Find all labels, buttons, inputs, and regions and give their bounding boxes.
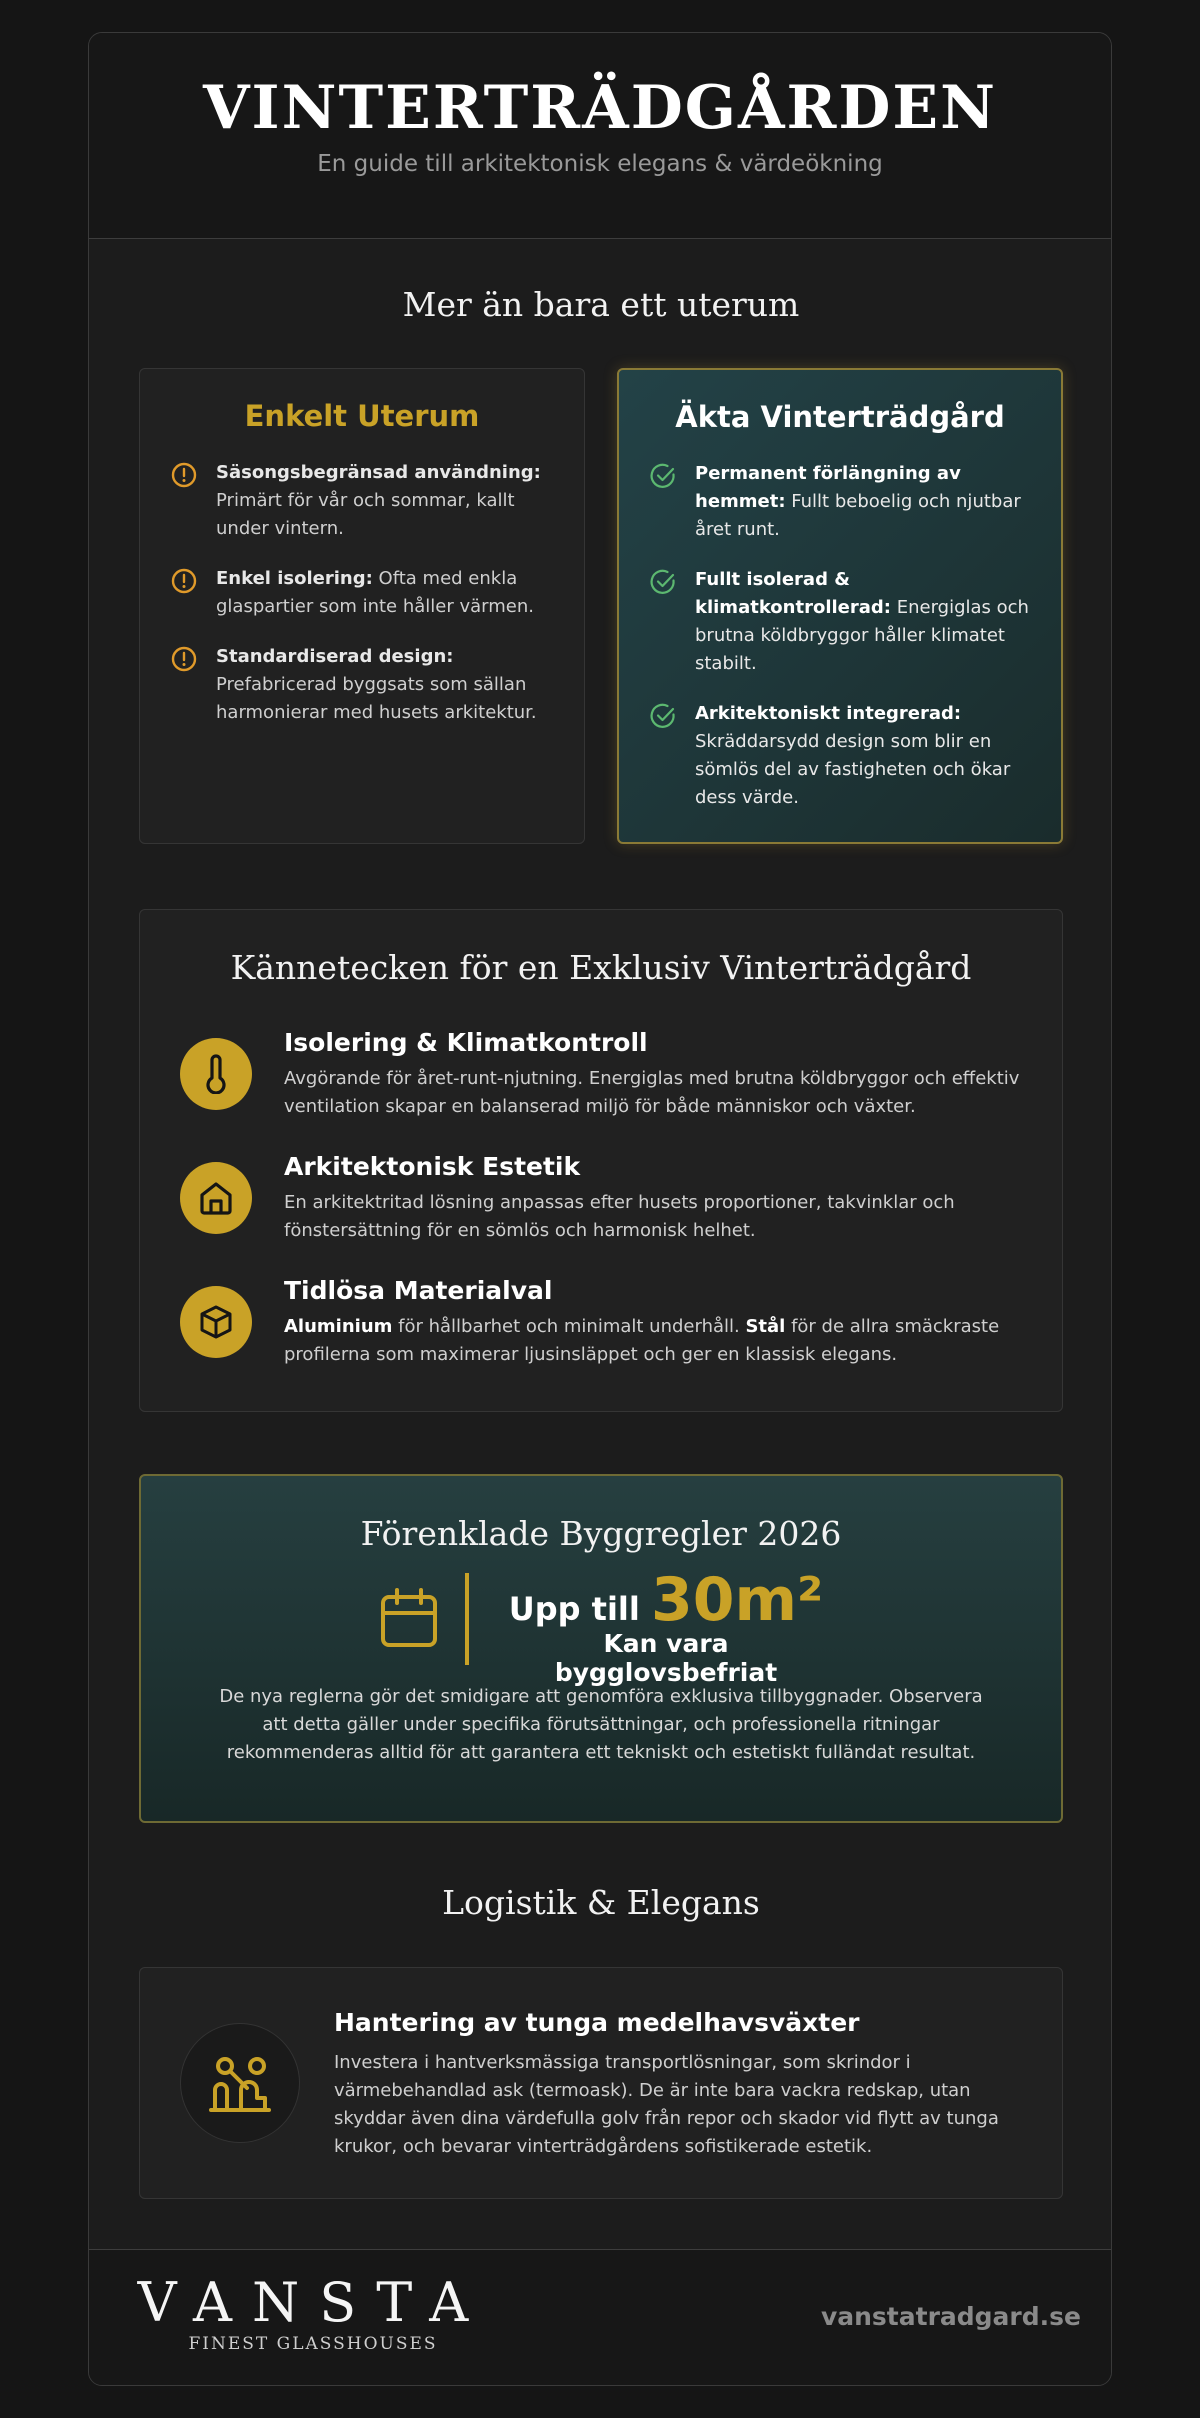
true-item <box>649 700 1031 812</box>
features-section-title: Kännetecken för en Exklusiv Vinterträdgård <box>230 948 972 987</box>
alert-circle-icon <box>170 461 198 489</box>
simple-item-label: Standardiserad design: <box>216 646 454 667</box>
comparison-section-title: Mer än bara ett uterum <box>402 285 800 324</box>
feature-title: Isolering & Klimatkontroll <box>284 1028 648 1057</box>
alert-circle-icon <box>170 645 198 673</box>
simple-item-text: Primärt för vår och sommar, kallt under vintern. <box>216 490 515 539</box>
material-aluminium-text: för hållbarhet och minimalt underhåll. <box>392 1316 746 1337</box>
features-section <box>139 909 1063 1412</box>
simple-sunroom-box <box>139 368 585 844</box>
alert-circle-icon <box>170 567 198 595</box>
simple-item <box>170 459 554 543</box>
feature-title: Tidlösa Materialval <box>284 1276 553 1305</box>
true-item-label: Fullt isolerad & klimatkontrollerad: <box>695 569 891 618</box>
logistics-text: Investera i hantverksmässiga transportlösningar, som skrindor i värmebehandlad ask (termoask). De är inte bara vackra redskap, utan skyddar även dina värdefulla golv från repor och skador vid flytt av tunga krukor, och bevarar vinterträdgårdens sofistikerade estetik. <box>334 2052 999 2157</box>
page-title: VINTERTRÄDGÅRDEN <box>202 73 997 143</box>
rules-highlight <box>491 1565 841 1687</box>
rules-divider <box>465 1573 469 1665</box>
simple-item-text: Ofta med enkla glaspartier som inte håller värmen. <box>216 568 534 617</box>
true-item-label: Permanent förlängning av hemmet: <box>695 463 961 512</box>
check-circle-icon <box>649 568 677 596</box>
header <box>89 33 1111 239</box>
home-icon <box>180 1162 252 1234</box>
feature-text <box>284 1313 1024 1369</box>
page-subtitle: En guide till arkitektonisk elegans & värdeökning <box>317 151 883 177</box>
true-item-text: Energiglas och brutna köldbryggor håller klimatet stabilt. <box>695 597 1029 674</box>
footer <box>89 2249 1112 2385</box>
calendar-icon <box>379 1587 439 1649</box>
simple-item-text: Prefabricerad byggsats som sällan harmonierar med husets arkitektur. <box>216 674 537 723</box>
feature-text: Avgörande för året-runt-njutning. Energiglas med brutna köldbryggor och effektiv ventilation skapar en balanserad miljö för både människor och växter. <box>284 1068 1020 1117</box>
logistics-title: Hantering av tunga medelhavsväxter <box>334 2008 860 2037</box>
building-rules-section <box>139 1474 1063 1823</box>
simple-item <box>170 643 554 727</box>
logo-name: VANSTA <box>137 2271 489 2334</box>
rules-area: 30m² <box>650 1565 824 1635</box>
rules-subline: Kan vara bygglovsbefriat <box>554 1629 778 1687</box>
logo-tagline: FINEST GLASSHOUSES <box>188 2334 438 2354</box>
true-item-text: Fullt beboelig och njutbar året runt. <box>695 491 1021 540</box>
box-icon <box>180 1286 252 1358</box>
material-steel-text: för de allra smäckraste profilerna som maximerar ljusinsläppet och ger en klassisk elegans. <box>284 1316 1000 1365</box>
material-aluminium: Aluminium <box>284 1316 393 1337</box>
simple-item <box>170 565 554 621</box>
simple-sunroom-title: Enkelt Uterum <box>244 399 480 433</box>
logistics-section-title: Logistik & Elegans <box>442 1883 760 1922</box>
true-item <box>649 566 1031 678</box>
infographic-card <box>88 32 1112 2386</box>
material-steel: Stål <box>745 1316 786 1337</box>
hand-truck-icon <box>180 2023 300 2143</box>
website-link[interactable]: vanstatradgard.se <box>820 2302 1081 2331</box>
brand-logo <box>133 2271 493 2354</box>
comparison-section <box>139 368 1063 844</box>
rules-prefix: Upp till <box>508 1590 651 1628</box>
true-item-label: Arkitektoniskt integrerad: <box>695 703 962 724</box>
feature-title: Arkitektonisk Estetik <box>284 1152 581 1181</box>
true-wintergarden-box <box>617 368 1063 844</box>
true-item-text: Skräddarsydd design som blir en sömlös del av fastigheten och ökar dess värde. <box>695 731 1011 808</box>
true-item <box>649 460 1031 544</box>
check-circle-icon <box>649 702 677 730</box>
rules-title: Förenklade Byggregler 2026 <box>360 1514 842 1553</box>
rules-text: De nya reglerna gör det smidigare att genomföra exklusiva tillbyggnader. Observera att detta gäller under specifika förutsättningar, och professionella ritningar rekommenderas alltid för att garantera ett tekniskt och estetiskt fulländat resultat. <box>219 1686 983 1763</box>
true-wintergarden-title: Äkta Vinterträdgård <box>675 400 1005 434</box>
simple-item-label: Säsongsbegränsad användning: <box>216 462 541 483</box>
check-circle-icon <box>649 462 677 490</box>
feature-text: En arkitektritad lösning anpassas efter husets proportioner, takvinklar och fönstersättning för en sömlös och harmonisk helhet. <box>284 1192 955 1241</box>
thermometer-icon <box>180 1038 252 1110</box>
logistics-section <box>139 1967 1063 2199</box>
simple-item-label: Enkel isolering: <box>216 568 373 589</box>
